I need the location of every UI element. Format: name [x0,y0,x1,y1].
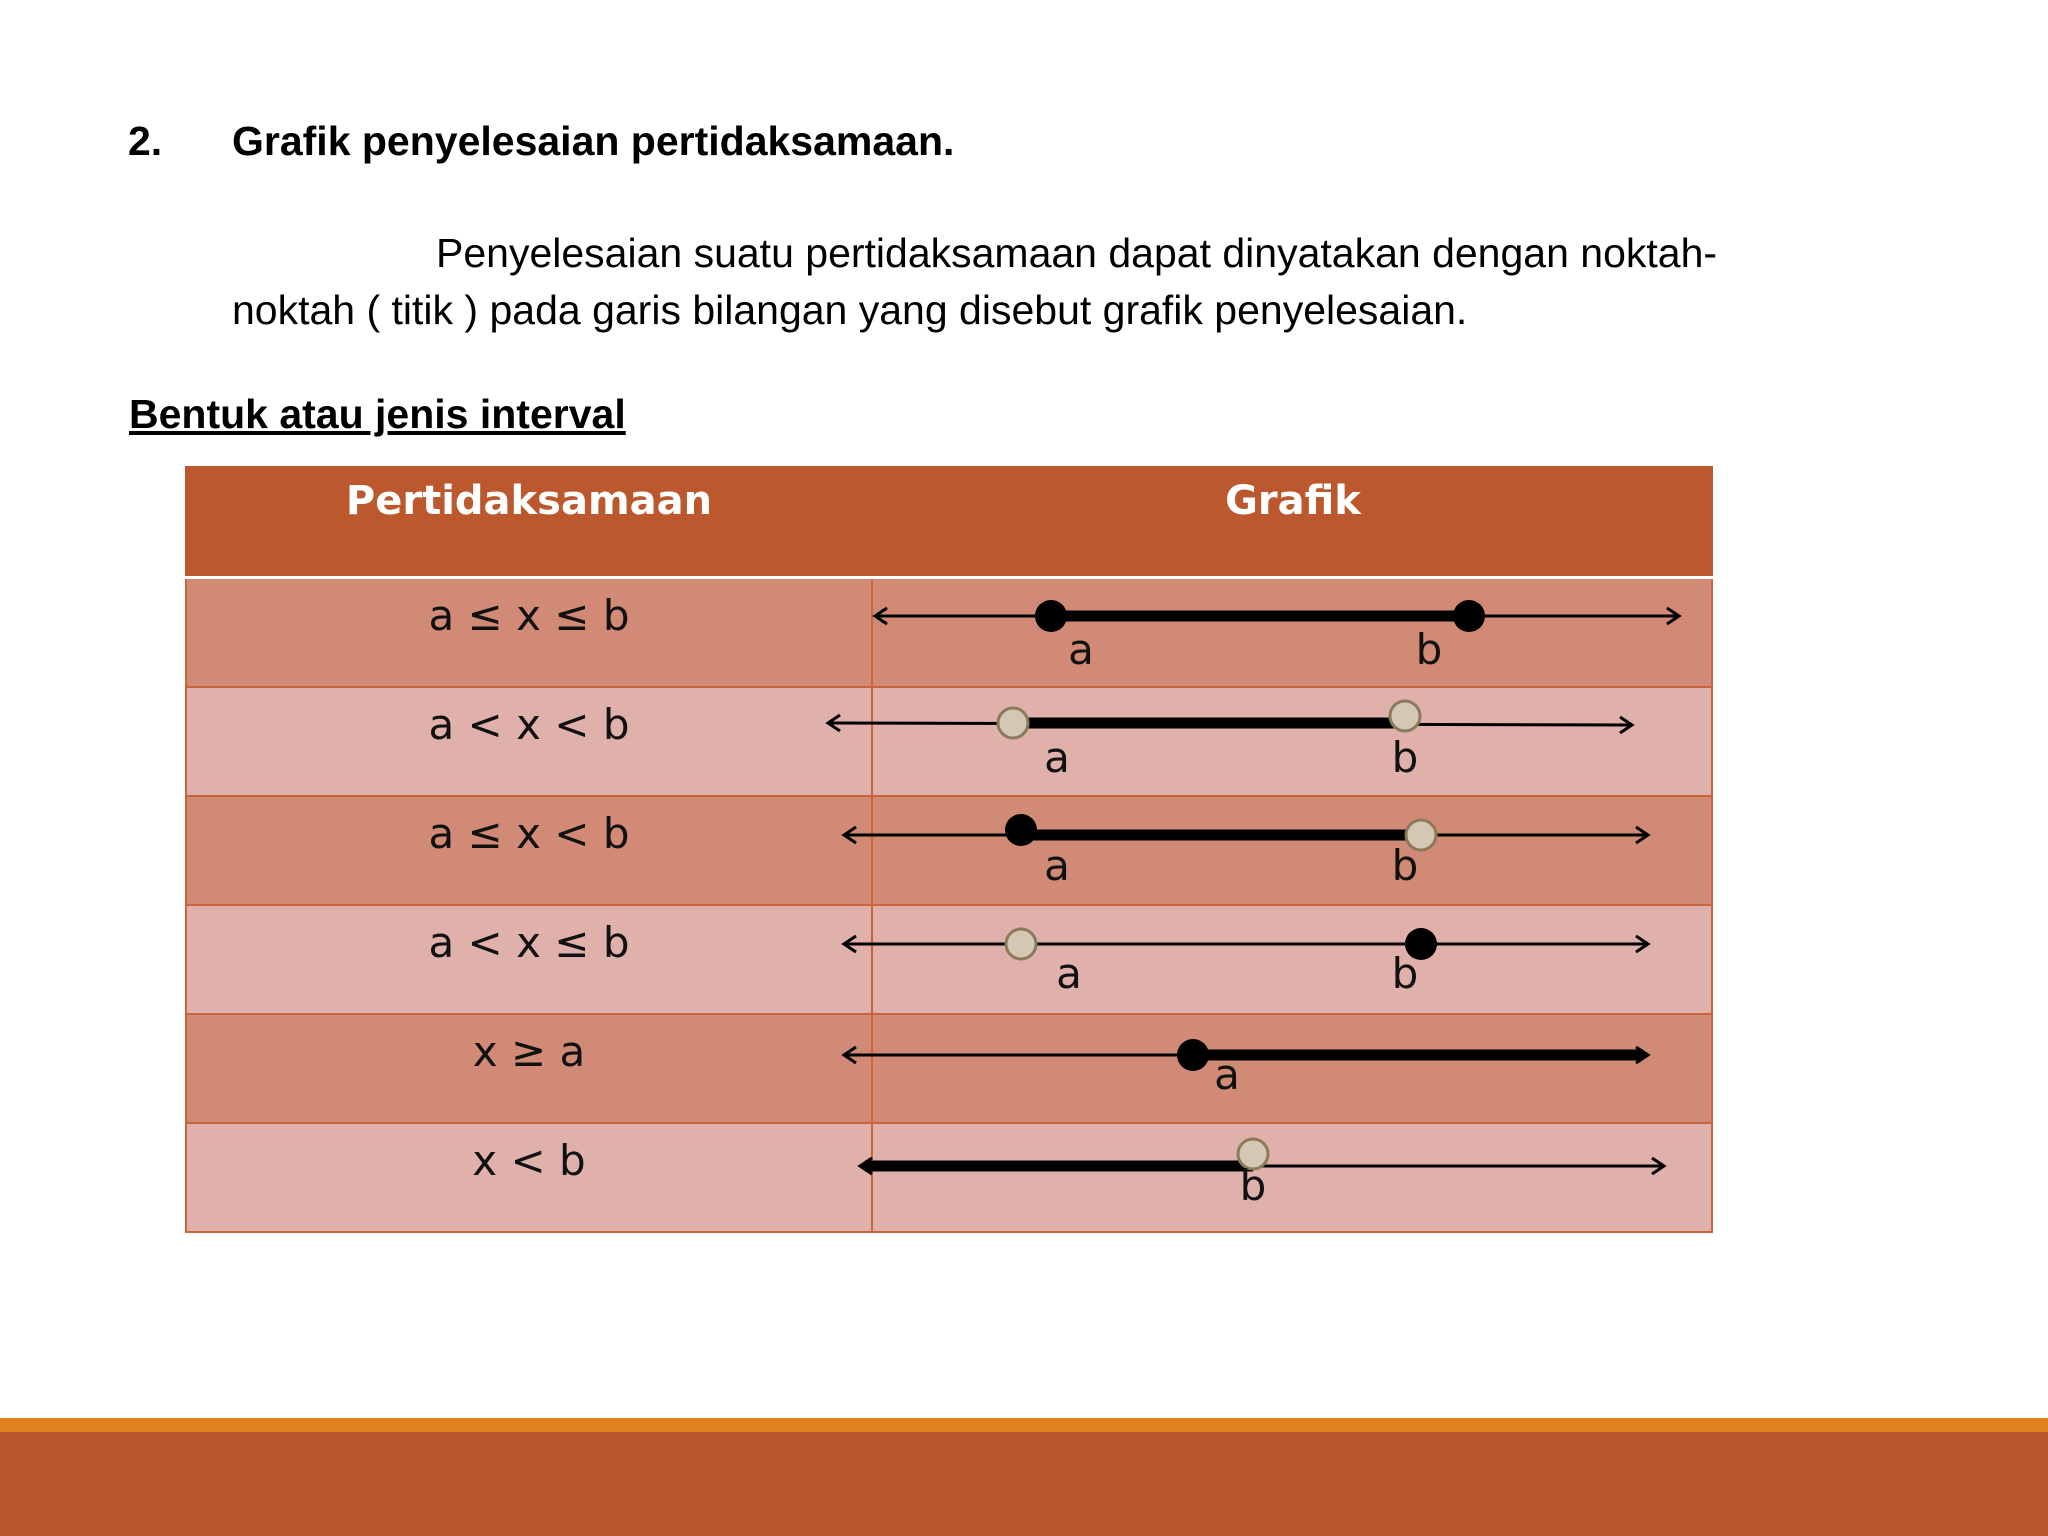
point-label-a: a [1056,949,1082,998]
graph-cell [873,906,1711,1013]
table-row [185,797,1713,906]
intro-paragraph [232,225,1872,339]
paragraph-line-1: Penyelesaian suatu pertidaksamaan dapat dinyatakan dengan noktah- [436,230,1718,276]
number-line-graph [873,1124,1713,1233]
table-row [185,1015,1713,1124]
open-point-b [1390,701,1420,731]
paragraph-line-2: noktah ( titik ) pada garis bilangan yang disebut grafik penyelesaian. [232,287,1468,333]
table-header [185,466,1713,579]
inequality-cell: a < x ≤ b [187,906,873,1013]
inequality-cell: a ≤ x < b [187,797,873,904]
closed-point-b [1453,600,1485,632]
point-label-b: b [1239,1161,1267,1210]
graph-cell [873,1015,1711,1122]
point-label-b: b [1391,733,1419,782]
point-label-a: a [1044,841,1070,890]
section-title: Grafik penyelesaian pertidaksamaan. [232,118,955,164]
interval-table [185,466,1713,1233]
number-line-graph [873,1015,1713,1124]
number-line-graph [873,579,1713,688]
interval-subheading: Bentuk atau jenis interval [129,391,626,437]
inequality-cell: a < x < b [187,688,873,795]
point-label-b: b [1415,625,1443,674]
graph-cell [873,688,1711,795]
section-heading [128,118,954,165]
closed-point-a [1005,814,1037,846]
inequality-cell: x ≥ a [187,1015,873,1122]
graph-cell [873,579,1711,686]
table-row [185,688,1713,797]
closed-point-a [1035,600,1067,632]
closed-point-a [1177,1039,1209,1071]
table-row [185,906,1713,1015]
inequality-cell: x < b [187,1124,873,1231]
graph-cell [873,797,1711,904]
point-label-b: b [1391,841,1419,890]
point-label-a: a [1044,733,1070,782]
table-row [185,1124,1713,1233]
point-label-a: a [1214,1050,1240,1099]
number-line-graph [873,906,1713,1015]
header-graph: Grafik [1225,478,1361,524]
header-inequality: Pertidaksamaan [345,478,713,524]
table-row [185,579,1713,688]
point-label-a: a [1068,625,1094,674]
inequality-cell: a ≤ x ≤ b [187,579,873,686]
open-point-a [1006,929,1036,959]
number-line-graph [873,797,1713,906]
open-point-a [998,708,1028,738]
footer-bar [0,1432,2048,1536]
section-number: 2. [128,118,163,164]
graph-cell [873,1124,1711,1231]
footer-accent-line [0,1418,2048,1432]
point-label-b: b [1391,949,1419,998]
number-line-graph [873,688,1713,797]
